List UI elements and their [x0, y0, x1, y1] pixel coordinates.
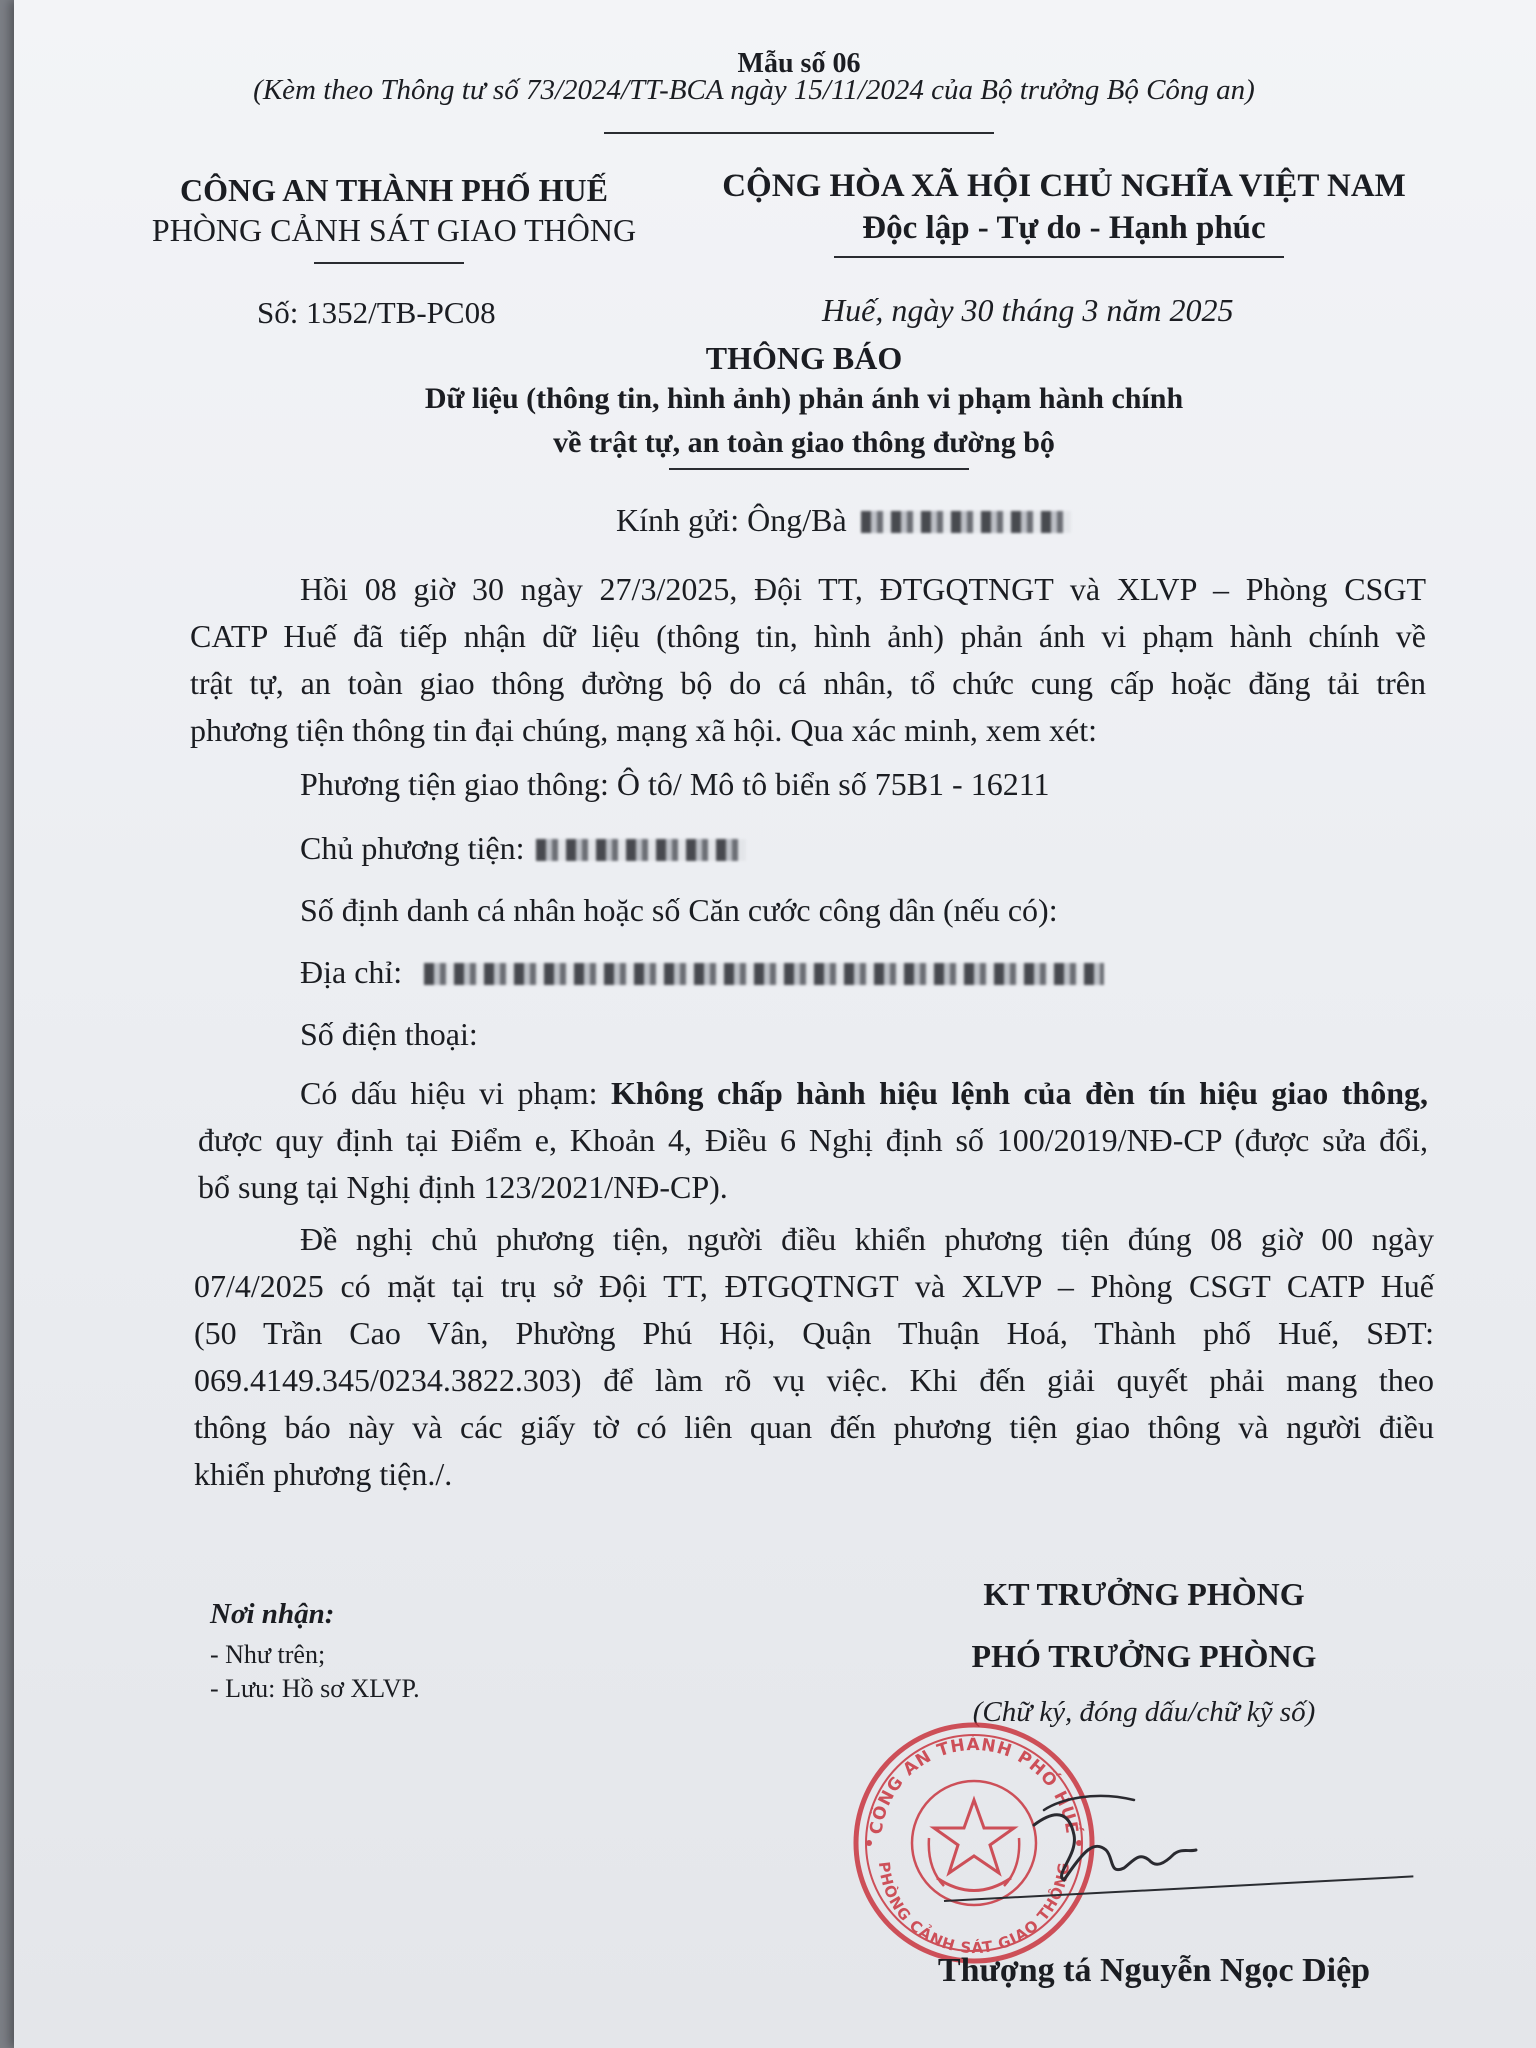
agency-department: PHÒNG CẢNH SÁT GIAO THÔNG: [151, 212, 637, 248]
violation-paragraph: [198, 1070, 1428, 1211]
address-line: [300, 954, 1104, 991]
request-paragraph: [194, 1216, 1434, 1498]
violation-amendment: bổ sung tại Nghị định 123/2021/NĐ-CP).: [198, 1169, 728, 1205]
motto-underline: [834, 256, 1284, 258]
violation-line: [300, 1070, 1428, 1117]
recipient-line: [616, 502, 1071, 539]
owner-line: [300, 830, 746, 867]
recipient-item: - Lưu: Hồ sơ XLVP.: [210, 1674, 420, 1703]
title-underline: [669, 468, 969, 470]
national-motto: Độc lập - Tự do - Hạnh phúc: [862, 210, 1266, 246]
notice-paragraph: [190, 566, 1426, 754]
violation-legal-basis: được quy định tại Điểm e, Khoản 4, Điều 6 Nghị định số 100/2019/NĐ-CP (được sửa đổi,: [198, 1122, 1428, 1158]
signature-title: KT TRƯỞNG PHÒNG: [983, 1576, 1305, 1612]
signer-name: Thượng tá Nguyễn Ngọc Diệp: [937, 1952, 1371, 1989]
recipients-title: Nơi nhận:: [210, 1598, 335, 1630]
document-subtitle-line1: Dữ liệu (thông tin, hình ảnh) phản ánh vi phạm hành chính: [424, 382, 1184, 415]
paragraph-line: Hồi 08 giờ 30 ngày 27/3/2025, Đội TT, ĐTGQTNGT và XLVP – Phòng CSGT: [300, 571, 1426, 607]
national-title: CỘNG HÒA XÃ HỘI CHỦ NGHĨA VIỆT NAM: [722, 168, 1406, 204]
agency-name: CÔNG AN THÀNH PHỐ HUẾ: [180, 172, 608, 208]
form-attachment-note: (Kèm theo Thông tư số 73/2024/TT-BCA ngày 15/11/2024 của Bộ trưởng Bộ Công an): [253, 74, 1255, 106]
redacted-address: [424, 963, 1104, 985]
recipient-item: - Như trên;: [210, 1640, 326, 1669]
paragraph-line: trật tự, an toàn giao thông đường bộ do cá nhân, tổ chức cung cấp hoặc đăng tải trên: [190, 665, 1426, 701]
paragraph-line: Đề nghị chủ phương tiện, người điều khiển phương tiện đúng 08 giờ 00 ngày: [300, 1221, 1434, 1257]
agency-underline: [314, 262, 464, 264]
paragraph-line: phương tiện thông tin đại chúng, mạng xã hội. Qua xác minh, xem xét:: [190, 712, 1097, 748]
id-number-label: Số định danh cá nhân hoặc số Căn cước công dân (nếu có):: [300, 892, 1058, 928]
signature-position: PHÓ TRƯỞNG PHÒNG: [971, 1638, 1317, 1674]
redacted-recipient-name: [861, 511, 1071, 533]
violation-prefix: Có dấu hiệu vi phạm:: [300, 1075, 598, 1111]
document-number: Số: 1352/TB-PC08: [257, 295, 496, 330]
violation-description: Không chấp hành hiệu lệnh của đèn tín hiệu giao thông,: [611, 1075, 1429, 1111]
svg-text:CÔNG AN THÀNH PHỐ HUẾ: CÔNG AN THÀNH PHỐ HUẾ: [866, 1734, 1082, 1836]
handwritten-signature: [1014, 1780, 1214, 1900]
paragraph-line: CATP Huế đã tiếp nhận dữ liệu (thông tin, hình ảnh) phản ánh vi phạm hành chính về: [190, 618, 1426, 654]
svg-text:PHÒNG CẢNH SÁT GIAO THÔNG: PHÒNG CẢNH SÁT GIAO THÔNG: [874, 1860, 1074, 1958]
paragraph-line: 069.4149.345/0234.3822.303) để làm rõ vụ việc. Khi đến giải quyết phải mang theo: [194, 1362, 1434, 1398]
document-subtitle-line2: về trật tự, an toàn giao thông đường bộ: [553, 426, 1055, 459]
form-number: Mẫu số 06: [737, 48, 861, 79]
form-divider: [604, 132, 994, 134]
document-page: [14, 0, 1536, 2048]
paragraph-line: 07/4/2025 có mặt tại trụ sở Đội TT, ĐTGQTNGT và XLVP – Phòng CSGT CATP Huế: [194, 1268, 1434, 1304]
owner-label: Chủ phương tiện:: [300, 830, 525, 866]
signature-note: (Chữ ký, đóng dấu/chữ kỹ số): [972, 1696, 1316, 1728]
paragraph-line: khiển phương tiện./.: [194, 1456, 453, 1492]
redacted-owner-name: [536, 839, 746, 861]
place-and-date: Huế, ngày 30 tháng 3 năm 2025: [822, 292, 1234, 328]
paragraph-line: (50 Trần Cao Vân, Phường Phú Hội, Quận Thuận Hoá, Thành phố Huế, SĐT:: [194, 1315, 1434, 1351]
recipient-label: Kính gửi: Ông/Bà: [616, 502, 847, 538]
vehicle-info: Phương tiện giao thông: Ô tô/ Mô tô biển số 75B1 - 16211: [300, 766, 1050, 802]
address-label: Địa chỉ:: [300, 954, 403, 990]
document-title: THÔNG BÁO: [705, 340, 903, 376]
paragraph-line: thông báo này và các giấy tờ có liên quan đến phương tiện giao thông và người điều: [194, 1409, 1434, 1445]
phone-label: Số điện thoại:: [300, 1016, 478, 1052]
